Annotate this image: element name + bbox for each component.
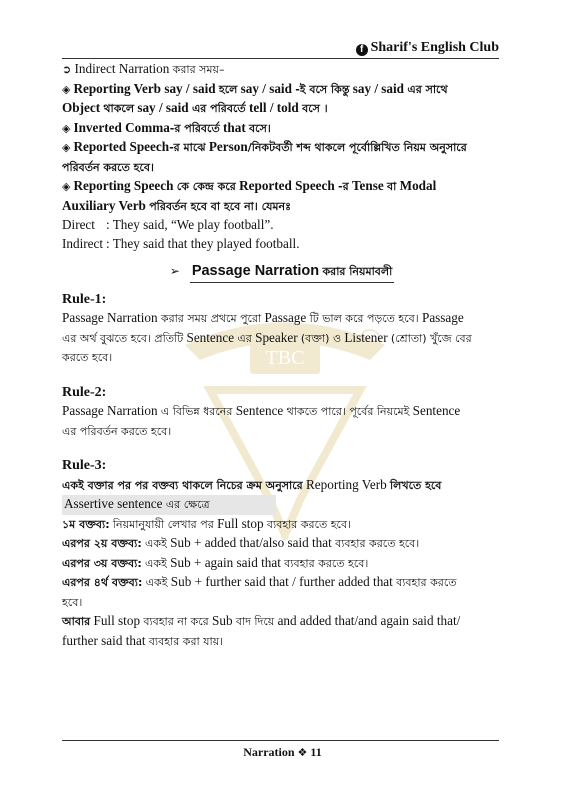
- indirect-rule-2: ◈ Inverted Comma-র পরিবর্তে that বসে।: [62, 119, 271, 135]
- statement-4-cont: হবে।: [62, 595, 83, 609]
- statement-2: এরপর ২য় বক্তব্য: একই Sub + added that/also said that ব্যবহার করতে হবে।: [62, 535, 420, 550]
- indirect-heading: ➲ Indirect Narration করার সময়–: [62, 61, 225, 76]
- statement-3: এরপর ৩য় বক্তব্য: একই Sub + again said that ব্যবহার করতে হবে।: [62, 554, 369, 570]
- statement-5-cont: further said that ব্যবহার করা যায়।: [62, 632, 224, 648]
- indirect-rule-1-cont: Object থাকলে say / said এর পরিবর্তে tell / told বসে ।: [62, 100, 328, 115]
- rule-1-line-1: Passage Narration করার সময় প্রথমে পুরো Passage টি ভাল করে পড়তে হবে। Passage: [62, 310, 464, 325]
- page-header: [62, 38, 499, 59]
- indirect-rule-3: ◈ Reported Speech-র মাঝে Person/নিকটবর্তী শব্দ থাকলে পূর্বোল্লিখিত নিয়ম অনুসারে: [62, 139, 467, 154]
- statement-4: এরপর ৪র্থ বক্তব্য: একই Sub + further said that / further added that ব্যবহার করতে: [62, 574, 457, 589]
- page-footer: Narration ❖ 11: [243, 745, 322, 759]
- arrowhead-icon: ➢: [169, 264, 180, 278]
- rule-1-line-3: করতে হবে।: [62, 351, 113, 364]
- indirect-rule-3-cont: পরিবর্তন করতে হবে।: [62, 160, 154, 174]
- rule-1-line-2: এর অর্থ বুঝতে হবে। প্রতিটি Sentence এর Speaker (বক্তা) ও Listener (শ্রোতা) খুঁজে বের: [62, 329, 472, 345]
- passage-narration-section: [62, 262, 502, 651]
- example-indirect: Indirect : They said that they played football.: [62, 235, 300, 251]
- clover-icon: ❖: [297, 746, 308, 759]
- page-number: 11: [310, 745, 322, 759]
- diamond-bullet-icon: ◈: [62, 141, 71, 154]
- section-title: ➢ Passage Narration করার নিয়মাবলী: [62, 262, 502, 283]
- circle-arrow-icon: ➲: [62, 63, 72, 76]
- indirect-rule-1: ◈ Reporting Verb say / said হলে say / said -ই বসে কিন্তু say / said এর সাথে: [62, 80, 448, 96]
- indirect-narration-section: [62, 60, 502, 253]
- indirect-rule-4: ◈ Reporting Speech কে কেন্দ্র করে Reported Speech -র Tense বা Modal: [62, 178, 437, 193]
- rule-2-line-2: এর পরিবর্তন করতে হবে।: [62, 424, 172, 438]
- statement-5: আবার Full stop ব্যবহার না করে Sub বাদ দিয়ে and added that/and again said that/: [62, 613, 461, 628]
- header-brand: Sharif's English Club: [370, 40, 499, 55]
- example-direct: Direct : They said, “We play football”.: [62, 217, 274, 232]
- rule-2-heading: Rule-2:: [62, 384, 107, 400]
- rule-3-heading: Rule-3:: [62, 458, 107, 473]
- indirect-rule-4-cont: Auxiliary Verb পরিবর্তন হবে বা হবে না। যেমনঃ: [62, 197, 291, 213]
- assertive-heading: Assertive sentence এর ক্ষেত্রে: [62, 495, 502, 515]
- statement-1: ১ম বক্তব্য: নিয়মানুযায়ী লেখার পর Full stop ব্যবহার করতে হবে।: [62, 515, 352, 531]
- rule-2-line-1: Passage Narration এ বিভিন্ন ধরনের Sentence থাকতে পারে। পূর্বের নিয়মেই Sentence: [62, 403, 461, 418]
- diamond-bullet-icon: ◈: [62, 180, 71, 193]
- footer-divider: [62, 740, 499, 741]
- rule-1-heading: Rule-1:: [62, 291, 107, 307]
- rule-3-line-1: একই বক্তার পর পর বক্তব্য থাকলে নিচের ক্রম অনুসারে Reporting Verb লিখতে হবে: [62, 476, 442, 492]
- diamond-bullet-icon: ◈: [62, 82, 71, 96]
- facebook-icon: f: [356, 44, 368, 56]
- watermark-text: TBC: [265, 347, 305, 369]
- diamond-bullet-icon: ◈: [62, 121, 71, 135]
